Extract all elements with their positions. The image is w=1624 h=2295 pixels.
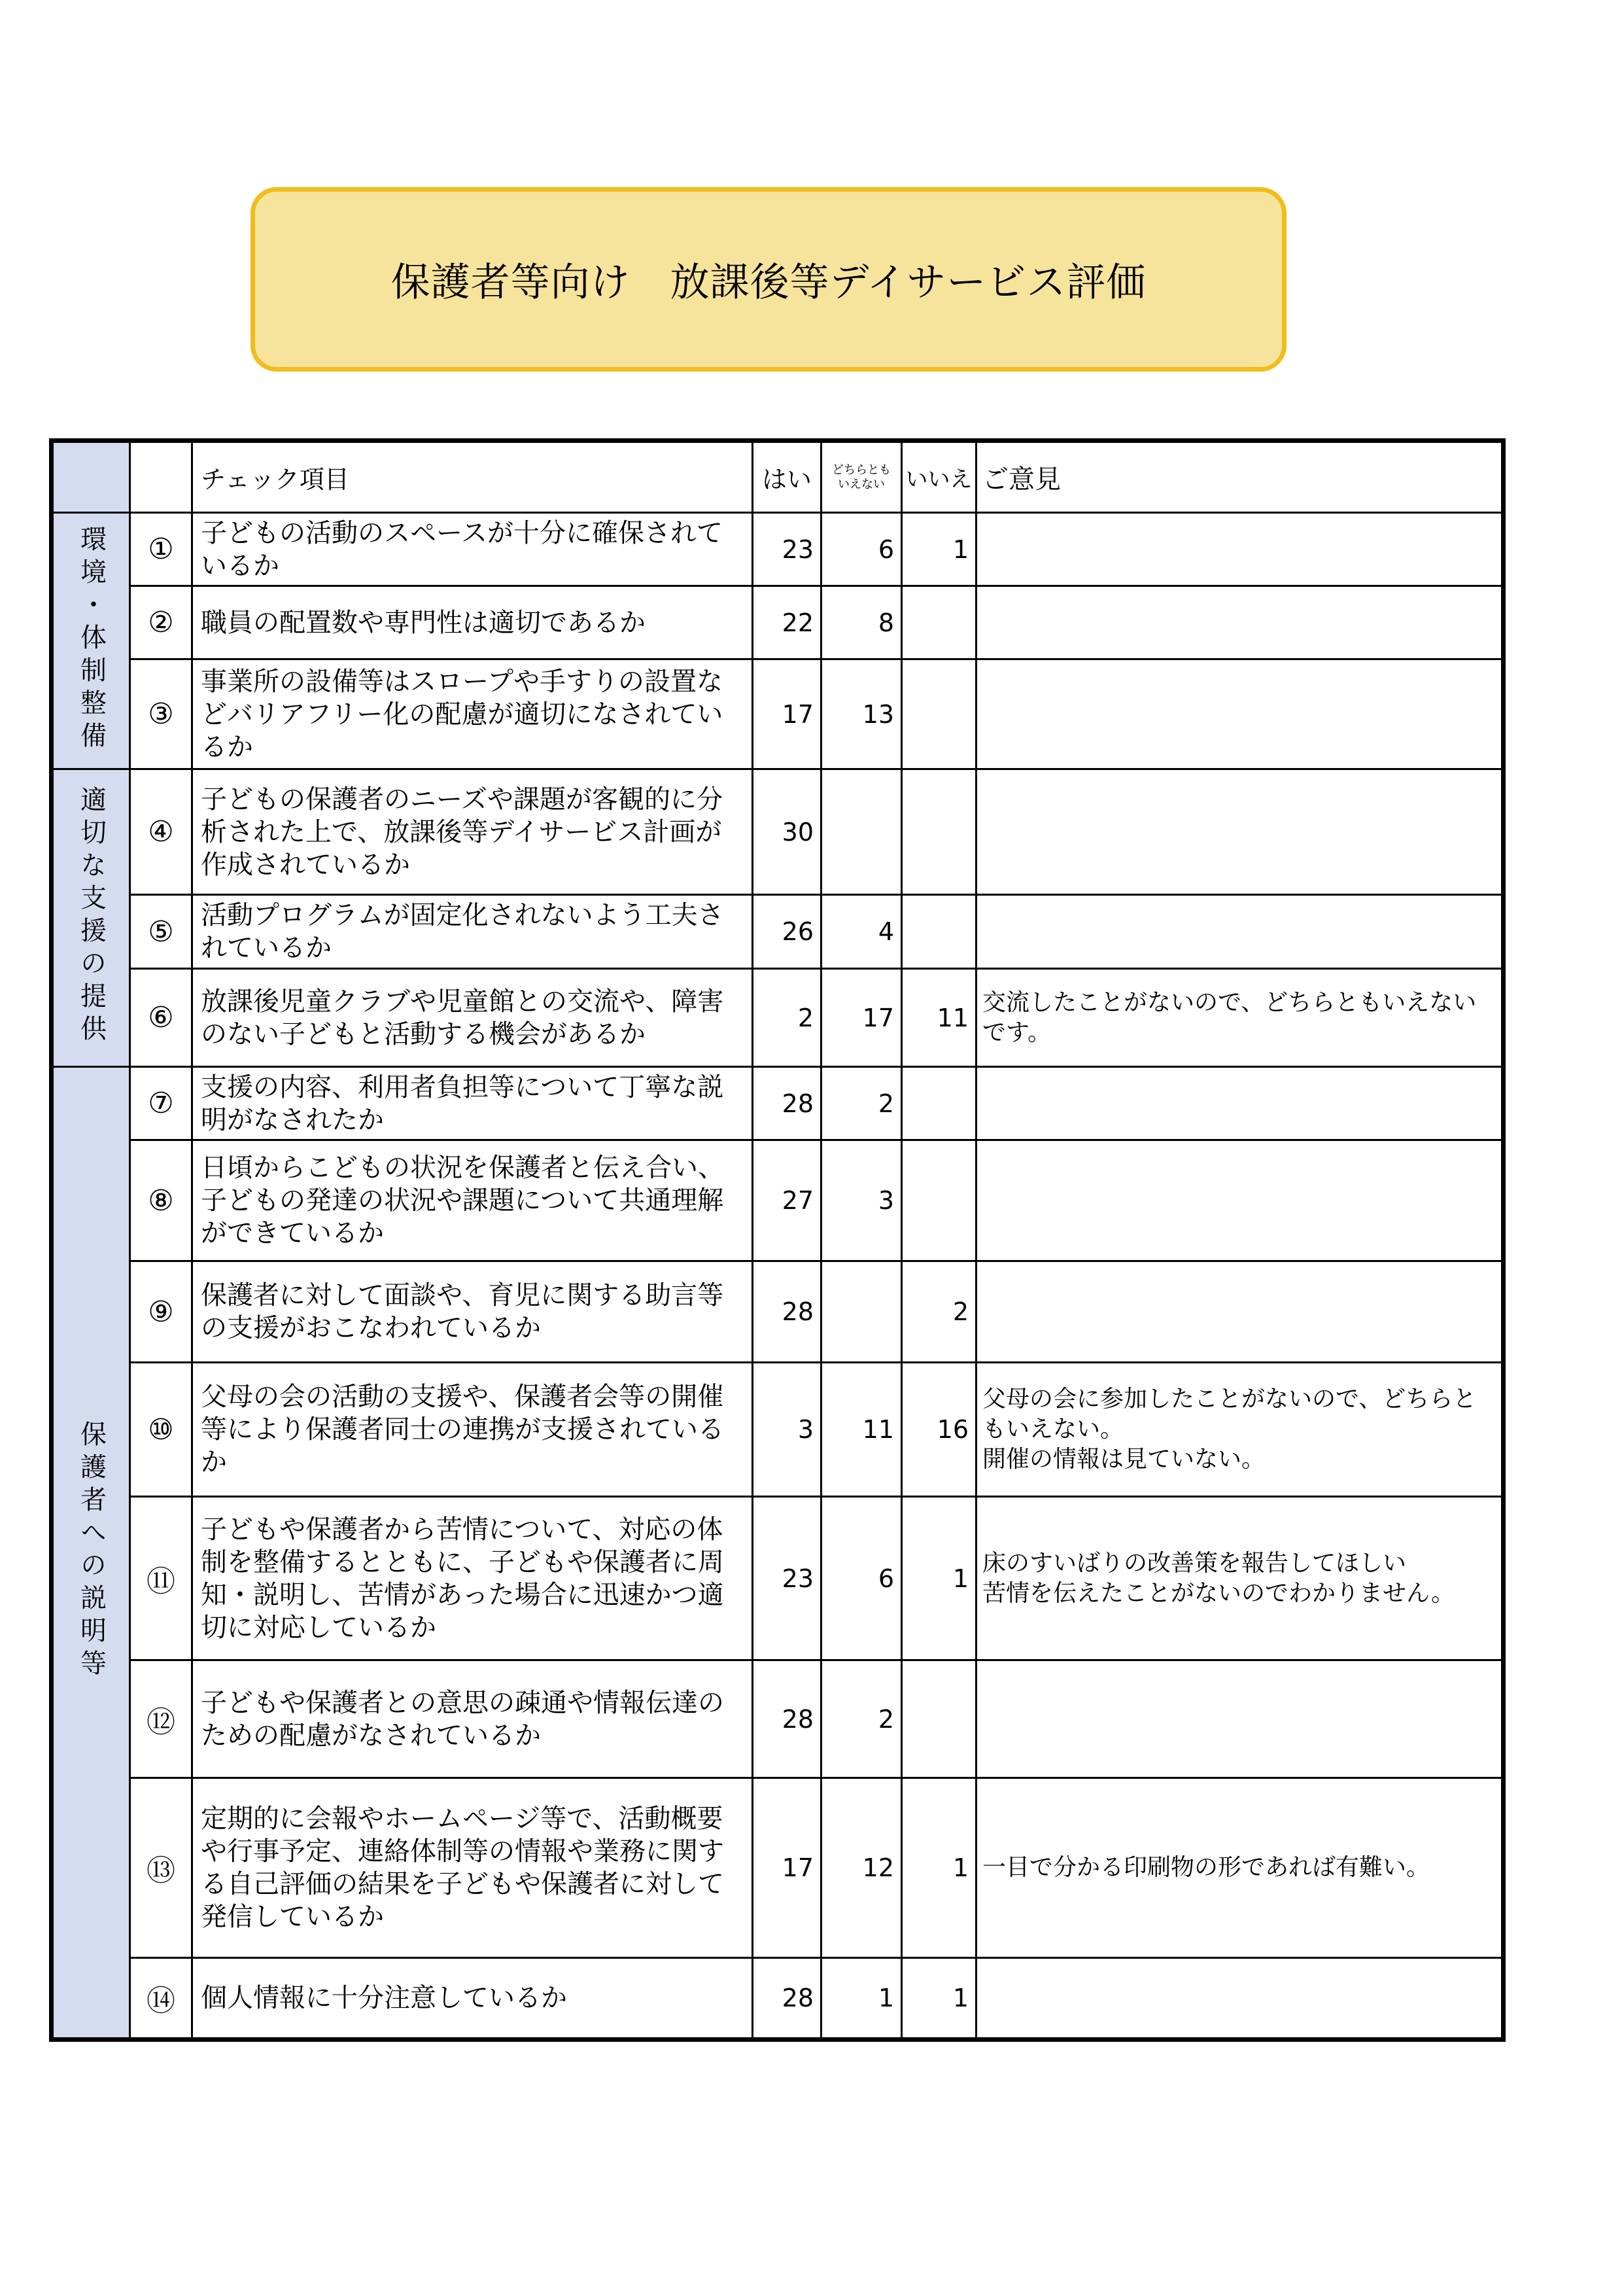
neither-count: 8 [821, 586, 902, 659]
no-count: 11 [902, 969, 976, 1067]
table-row [52, 1261, 1504, 1363]
category-cell [52, 1067, 130, 2040]
comment [976, 586, 1504, 659]
yes-count: 23 [753, 1497, 821, 1660]
row-number: ⑨ [130, 1261, 192, 1363]
check-item: 子どもや保護者から苦情について、対応の体制を整備するとともに、子どもや保護者に周知・説明し、苦情があった場合に迅速かつ適切に対応しているか [192, 1497, 753, 1660]
no-count: 1 [902, 1497, 976, 1660]
neither-header [821, 441, 902, 513]
category-label: 適切な支援の提供 [76, 786, 107, 1047]
neither-count [821, 1261, 902, 1363]
neither-count: 6 [821, 513, 902, 586]
no-count [902, 1140, 976, 1261]
no-count [902, 895, 976, 969]
check-item: 父母の会の活動の支援や、保護者会等の開催等により保護者同士の連携が支援されているか [192, 1363, 753, 1497]
comment: 父母の会に参加したことがないので、どちらともいえない。 開催の情報は見ていない。 [976, 1363, 1504, 1497]
check-item: 保護者に対して面談や、育児に関する助言等の支援がおこなわれているか [192, 1261, 753, 1363]
comment [976, 1067, 1504, 1140]
no-count: 1 [902, 1958, 976, 2040]
check-item: 子どもの活動のスペースが十分に確保されているか [192, 513, 753, 586]
row-number: ⑪ [130, 1497, 192, 1660]
item-header: チェック項目 [192, 441, 753, 513]
table-row [52, 769, 1504, 895]
neither-header-text: どちらともいえない [832, 463, 891, 491]
row-number: ⑥ [130, 969, 192, 1067]
neither-count: 12 [821, 1778, 902, 1958]
check-item: 放課後児童クラブや児童館との交流や、障害のない子どもと活動する機会があるか [192, 969, 753, 1067]
row-number: ⑫ [130, 1660, 192, 1778]
check-item: 支援の内容、利用者負担等について丁寧な説明がなされたか [192, 1067, 753, 1140]
table-row [52, 969, 1504, 1067]
row-number: ③ [130, 659, 192, 769]
check-item: 子どもや保護者との意思の疎通や情報伝達のための配慮がなされているか [192, 1660, 753, 1778]
no-count [902, 659, 976, 769]
yes-header: はい [753, 441, 821, 513]
yes-count: 30 [753, 769, 821, 895]
row-number: ⑧ [130, 1140, 192, 1261]
table-row [52, 1363, 1504, 1497]
header-row [52, 441, 1504, 513]
comment [976, 769, 1504, 895]
neither-count: 3 [821, 1140, 902, 1261]
neither-count: 2 [821, 1067, 902, 1140]
neither-count: 4 [821, 895, 902, 969]
table-row [52, 1497, 1504, 1660]
no-count: 2 [902, 1261, 976, 1363]
comment [976, 1261, 1504, 1363]
comment [976, 659, 1504, 769]
yes-count: 17 [753, 1778, 821, 1958]
yes-count: 27 [753, 1140, 821, 1261]
neither-count: 11 [821, 1363, 902, 1497]
check-item: 事業所の設備等はスロープや手すりの設置などバリアフリー化の配慮が適切になされているか [192, 659, 753, 769]
neither-count: 2 [821, 1660, 902, 1778]
check-item: 活動プログラムが固定化されないよう工夫されているか [192, 895, 753, 969]
yes-count: 2 [753, 969, 821, 1067]
neither-count: 1 [821, 1958, 902, 2040]
yes-count: 28 [753, 1261, 821, 1363]
neither-count: 6 [821, 1497, 902, 1660]
no-count [902, 586, 976, 659]
row-number: ⑬ [130, 1778, 192, 1958]
neither-count: 13 [821, 659, 902, 769]
table-row [52, 513, 1504, 586]
evaluation-table [49, 438, 1506, 2042]
comment [976, 895, 1504, 969]
yes-count: 28 [753, 1067, 821, 1140]
row-number: ⑤ [130, 895, 192, 969]
row-number: ⑩ [130, 1363, 192, 1497]
row-number: ① [130, 513, 192, 586]
no-count [902, 1660, 976, 1778]
number-header [130, 441, 192, 513]
table-row [52, 1958, 1504, 2040]
page-title: 保護者等向け 放課後等デイサービス評価 [390, 260, 1147, 306]
yes-count: 28 [753, 1660, 821, 1778]
comment: 一目で分かる印刷物の形であれば有難い。 [976, 1778, 1504, 1958]
yes-count: 3 [753, 1363, 821, 1497]
table-row [52, 586, 1504, 659]
comment [976, 1140, 1504, 1261]
category-label: 環境・体制整備 [76, 525, 107, 754]
check-item: 定期的に会報やホームページ等で、活動概要や行事予定、連絡体制等の情報や業務に関する自己評価の結果を子どもや保護者に対して発信しているか [192, 1778, 753, 1958]
row-number: ⑦ [130, 1067, 192, 1140]
check-item: 職員の配置数や専門性は適切であるか [192, 586, 753, 659]
no-count: 1 [902, 513, 976, 586]
comment-header: ご意見 [976, 441, 1504, 513]
comment [976, 1958, 1504, 2040]
no-count [902, 769, 976, 895]
comment [976, 513, 1504, 586]
check-item: 個人情報に十分注意しているか [192, 1958, 753, 2040]
table-row [52, 659, 1504, 769]
neither-count [821, 769, 902, 895]
no-count: 1 [902, 1778, 976, 1958]
no-count [902, 1067, 976, 1140]
row-number: ② [130, 586, 192, 659]
category-label: 保護者への説明等 [76, 1420, 107, 1682]
yes-count: 28 [753, 1958, 821, 2040]
table-row [52, 1067, 1504, 1140]
row-number: ⑭ [130, 1958, 192, 2040]
category-cell [52, 513, 130, 769]
yes-count: 17 [753, 659, 821, 769]
table-row [52, 1660, 1504, 1778]
category-header [52, 441, 130, 513]
category-cell [52, 769, 130, 1067]
yes-count: 26 [753, 895, 821, 969]
title-banner [251, 187, 1287, 372]
no-header: いいえ [902, 441, 976, 513]
table-row [52, 1140, 1504, 1261]
neither-count: 17 [821, 969, 902, 1067]
no-count: 16 [902, 1363, 976, 1497]
check-item: 子どもの保護者のニーズや課題が客観的に分析された上で、放課後等デイサービス計画が作成されているか [192, 769, 753, 895]
comment [976, 1660, 1504, 1778]
table-row [52, 895, 1504, 969]
yes-count: 23 [753, 513, 821, 586]
row-number: ④ [130, 769, 192, 895]
table-row [52, 1778, 1504, 1958]
comment: 交流したことがないので、どちらともいえないです。 [976, 969, 1504, 1067]
check-item: 日頃からこどもの状況を保護者と伝え合い、子どもの発達の状況や課題について共通理解ができているか [192, 1140, 753, 1261]
comment: 床のすいばりの改善策を報告してほしい 苦情を伝えたことがないのでわかりません。 [976, 1497, 1504, 1660]
yes-count: 22 [753, 586, 821, 659]
